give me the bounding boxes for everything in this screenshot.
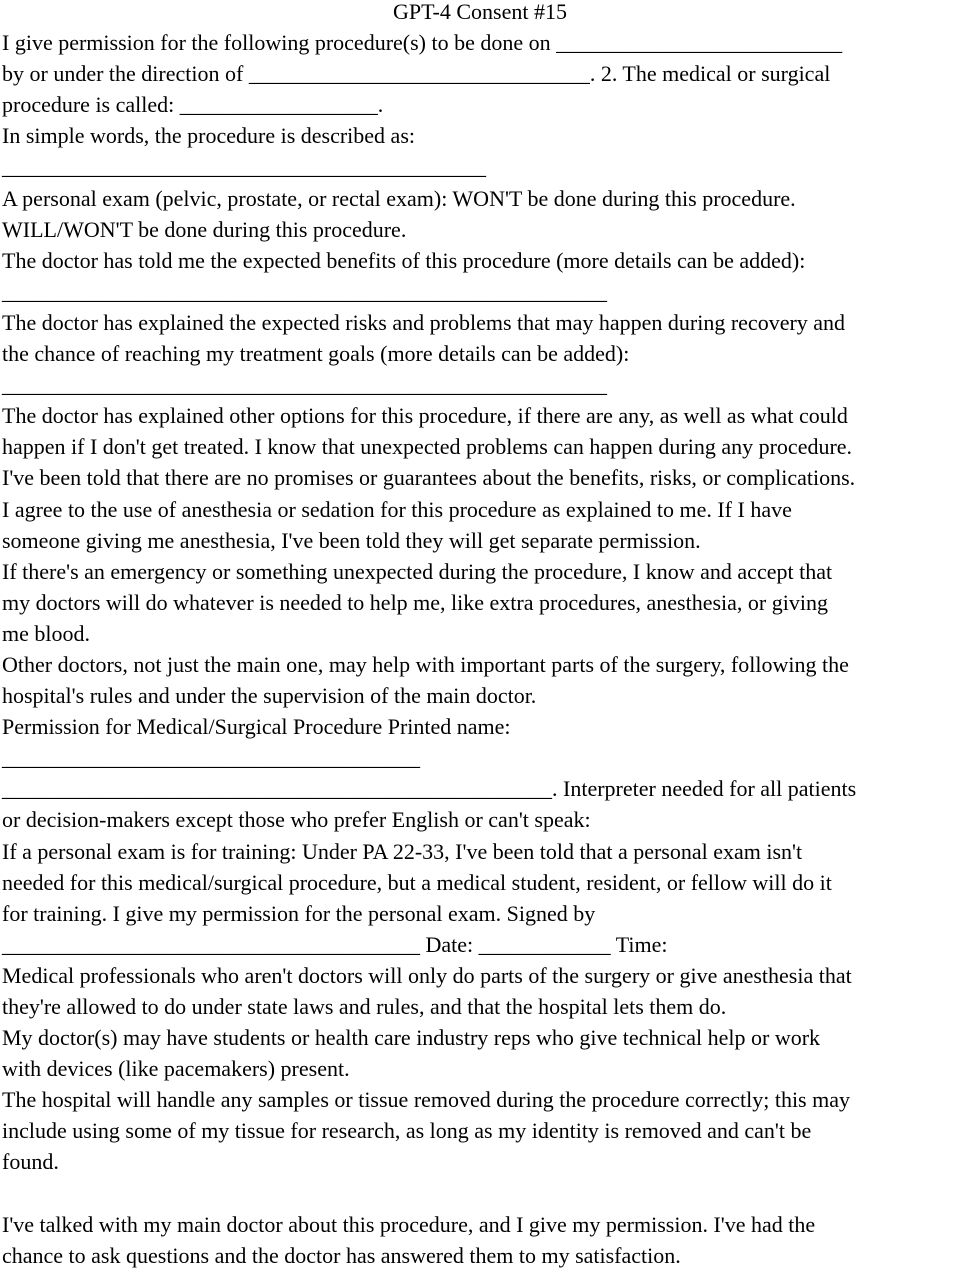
training-exam-paragraph-line-3: for training. I give my permission for the personal exam. Signed by <box>2 900 596 926</box>
procedure-permission-line: I give permission for the following procedure(s) to be done on __________________________ <box>2 30 843 56</box>
non-doctors-paragraph-line-2: they're allowed to do under state laws and rules, and that the hospital lets them do. <box>2 994 727 1019</box>
non-doctors-paragraph-line-1: Medical professionals who aren't doctors will only do parts of the surgery or give anesthesia that <box>2 962 852 988</box>
interpreter-line-2: or decision-makers except those who prefer English or can't speak: <box>2 807 591 833</box>
emergency-paragraph-line-1: If there's an emergency or something unexpected during the procedure, I know and accept that <box>2 558 833 584</box>
options-paragraph-line-2: happen if I don't get treated. I know that unexpected problems can happen during any procedure. <box>2 434 853 460</box>
personal-exam-option: WILL/WON'T be done during this procedure. <box>2 216 407 242</box>
samples-paragraph-line-3: found. <box>2 1149 59 1175</box>
risks-blank: _______________________________________________________ <box>2 372 607 398</box>
personal-exam-statement: A personal exam (pelvic, prostate, or rectal exam): WON'T be done during this procedure. <box>2 185 796 211</box>
signature-date-time-line: ______________________________________ Date: ____________ Time: <box>2 931 668 957</box>
training-exam-paragraph-line-1: If a personal exam is for training: Under PA 22-33, I've been told that a personal exam isn't <box>2 838 803 864</box>
document-title: GPT-4 Consent #15 <box>393 0 567 24</box>
emergency-paragraph-line-2: my doctors will do whatever is needed to help me, like extra procedures, anesthesia, or giving <box>2 589 828 615</box>
other-doctors-paragraph-line-2: hospital's rules and under the supervision of the main doctor. <box>2 683 537 709</box>
procedure-description-label: In simple words, the procedure is described as: <box>2 123 415 149</box>
students-reps-paragraph-line-1: My doctor(s) may have students or health care industry reps who give technical help or work <box>2 1025 821 1051</box>
procedure-description-blank: ____________________________________________ <box>2 154 486 180</box>
samples-paragraph-line-2: include using some of my tissue for research, as long as my identity is removed and can't be <box>2 1118 812 1144</box>
consent-document <box>2 0 974 1271</box>
risks-paragraph-line-1: The doctor has explained the expected risks and problems that may happen during recovery and <box>2 309 846 335</box>
benefits-blank: _______________________________________________________ <box>2 278 607 304</box>
anesthesia-paragraph-line-1: I agree to the use of anesthesia or sedation for this procedure as explained to me. If I have <box>2 496 792 522</box>
guarantees-statement: I've been told that there are no promises or guarantees about the benefits, risks, or complications. <box>2 465 856 491</box>
procedure-name-line: procedure is called: __________________. <box>2 92 384 118</box>
interpreter-line-1: __________________________________________________. Interpreter needed for all patients <box>2 776 857 802</box>
options-paragraph-line-1: The doctor has explained other options for this procedure, if there are any, as well as what could <box>2 403 848 429</box>
samples-paragraph-line-1: The hospital will handle any samples or tissue removed during the procedure correctly; this may <box>2 1087 850 1113</box>
final-permission-line-2: chance to ask questions and the doctor has answered them to my satisfaction. <box>2 1242 681 1268</box>
other-doctors-paragraph-line-1: Other doctors, not just the main one, may help with important parts of the surgery, following the <box>2 651 849 677</box>
risks-paragraph-line-2: the chance of reaching my treatment goals (more details can be added): <box>2 341 630 367</box>
emergency-paragraph-line-3: me blood. <box>2 620 90 646</box>
spacer-line <box>2 1178 974 1209</box>
final-permission-line-1: I've talked with my main doctor about this procedure, and I give my permission. I've had the <box>2 1211 816 1237</box>
anesthesia-paragraph-line-2: someone giving me anesthesia, I've been told they will get separate permission. <box>2 527 701 553</box>
printed-name-blank: ______________________________________ <box>2 745 420 771</box>
students-reps-paragraph-line-2: with devices (like pacemakers) present. <box>2 1056 350 1082</box>
direction-of-line: by or under the direction of _______________________________. 2. The medical or surgical <box>2 61 831 87</box>
training-exam-paragraph-line-2: needed for this medical/surgical procedure, but a medical student, resident, or fellow will do it <box>2 869 832 895</box>
benefits-label: The doctor has told me the expected benefits of this procedure (more details can be added): <box>2 247 806 273</box>
printed-name-label: Permission for Medical/Surgical Procedure Printed name: <box>2 714 511 740</box>
